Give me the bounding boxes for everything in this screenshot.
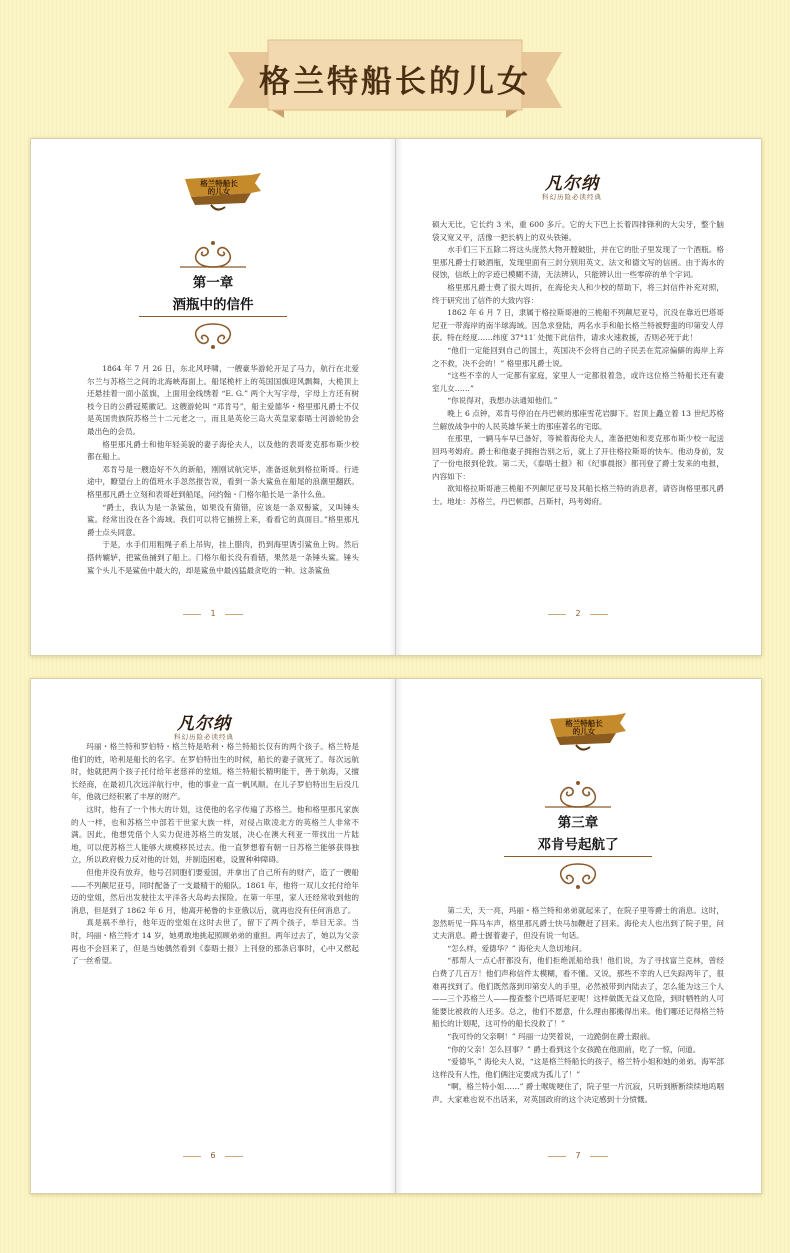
page-number-rule xyxy=(548,1156,566,1157)
paragraph: “他们一定能回到自己的国土，英国决不会将自己的子民丢在荒凉偏僻的海岸上弃之不救，决不会的！” 格里那凡爵士说。 xyxy=(432,345,724,368)
chapter-number: 第三章 xyxy=(557,815,599,831)
paragraph: “我可怜的父亲啊！” 玛丽一边哭着说，一边跪倒在爵士跟前。 xyxy=(447,1031,655,1041)
paragraph: 格里那凡爵士费了很大周折，在海伦夫人和少校的帮助下，将三封信件补充对照，终于研究出了信件的大致内容： xyxy=(432,282,724,305)
page-2-text xyxy=(432,219,724,509)
page-number: 6 xyxy=(210,1151,216,1160)
chapter-rule xyxy=(504,856,652,857)
series-logo-subtitle: 科幻历险必读经典 xyxy=(542,193,602,201)
paragraph: 在那里，一辆马车早已备好，等候着海伦夫人，准备把她和麦克那布斯少校一起送回玛考姆府。爵士和他妻子拥抱告别之后，就上了开往格拉斯哥的快车。他动身前，发了一份电报到伦敦。第二天，《泰晤士报》和《纪事晨报》都刊登了爵士发来的电报，内容如下： xyxy=(432,434,724,481)
page-number-rule xyxy=(183,614,201,615)
page-number-rule xyxy=(225,614,243,615)
top-spread xyxy=(30,138,762,656)
book-logo xyxy=(546,709,632,755)
paragraph: “你的父亲！怎么回事？” 爵士看到这个女孩跪在他面前，吃了一惊，问道。 xyxy=(447,1044,701,1054)
paragraph: 于是，水手们用粗绳子系上吊钩，挂上腊肉，扔到海里诱引鲨鱼上钩。然后搭转辘轳，把鲨鱼捕到了船上。门格尔船长没有看错，果然是一条锤头鲨。锤头鲨个头儿不是鲨鱼中最大的，却是鲨鱼中最凶猛最贪吃的一种。这条鲨鱼 xyxy=(87,540,359,575)
paragraph: 这时，他有了一个伟大的计划，这使他的名字传遍了苏格兰。他和格里那凡家族的人一样，也和苏格兰中部若干世家大族一样，对侵占欺凌北方的英格兰人非常不满。因此，他想凭借个人实力促进苏格兰的发展，决心在澳大利亚一带找出一片陆地，可以使苏格兰人能够大规模移民过去。他一直梦想着有朝一日苏格兰能够获得独立，所以政府极力反对他的计划，并制造困难，设置种种障碍。 xyxy=(71,804,359,865)
series-logo xyxy=(542,169,602,201)
series-logo xyxy=(174,709,234,741)
paragraph: “爵士，我认为是一条鲨鱼，如果没有猜错，应该是一条双髻鲨，又叫锤头鲨。经常出没在各个海域。我们可以将它捕捞上来，看看它的真面目。”格里那凡爵士点头同意。 xyxy=(87,502,359,537)
page-1 xyxy=(31,139,396,655)
paragraph: 第二天，天一亮，玛丽・格兰特和弟弟就起来了，在院子里等爵士的消息。这时，忽然听见一阵马车声，格里那凡爵士快马加鞭赶了回来。海伦夫人也出到了院子里，问丈夫消息。爵士握着妻子，但没有说一句话。 xyxy=(432,906,724,941)
title-ribbon xyxy=(228,34,562,120)
page-6-text xyxy=(71,741,359,968)
paragraph: 玛丽・格兰特和罗伯特・格兰特是哈利・格兰特船长仅有的两个孩子。格兰特是他们的姓，哈利是船长的名字。在罗伯特出生的时候，船长的妻子就死了。每次远航时，他就把两个孩子托付给年老慈祥的堂姐。格兰特船长精明能干，善于航海，又擅长经商，在最初几次远洋航行中，他的事业一直一帆风顺。在儿子罗伯特出生后没几年，他就已经积累了丰厚的财产。 xyxy=(71,742,359,802)
paragraph: 1864 年 7 月 26 日，东北风呼啸，一艘豪华游轮开足了马力，航行在北爱尔兰与苏格兰之间的北海峡海面上。船尾桅杆上的英国国旗迎风飘舞，大桅顶上还悬挂着一面小蓝旗，上面用金线绣着 “E. G.” 两个大写字母，字母上方还有树枝今日的公爵冠冕徽记。这艘游轮叫 “邓肯号”，船主爱德华・格里那凡爵士不仅是英国贵族院苏格兰十二元老之一，而且是英伦三岛大英皇家泰晤士河游轮协会最出色的会员。 xyxy=(87,364,359,436)
page-number-rule xyxy=(590,1156,608,1157)
page-7 xyxy=(396,679,760,1193)
paragraph: “怎么样，爱德华？” 海伦夫人急切地问。 xyxy=(447,943,587,953)
paragraph: “你说得对，我想办法通知他们。” xyxy=(447,396,558,406)
chapter-rule xyxy=(139,316,287,317)
chapter-title: 邓肯号起航了 xyxy=(537,837,619,853)
page-number-rule xyxy=(225,1156,243,1157)
page-2 xyxy=(396,139,760,655)
page-number-rule xyxy=(548,614,566,615)
chapter-3-heading xyxy=(396,777,760,890)
paragraph: 欲知格拉斯哥港三桅船不列颠尼亚号及其船长格兰特的消息者，请咨询格里那凡爵士。地址：苏格兰，丹巴顿郡，吕斯村，玛考姆府。 xyxy=(432,484,724,507)
paragraph: 1862 年 6 月 7 日，隶属于格拉斯哥港的三桅船不列颠尼亚号，沉没在靠近巴塔哥尼亚一带海岸的南半球海域。因急求登陆，两名水手和船长格兰特被野蛮的印第安人俘获。特在经度……纬度 37°11′ 处抛下此信件，请求火速救援，否则必死于此！ xyxy=(432,308,724,343)
page-number: 2 xyxy=(575,609,581,618)
paragraph: 但他并没有放弃，他号召同胞们要爱国，并拿出了自己所有的财产，造了一艘船——不列颠尼亚号，同时配备了一支最精干的船队。1861 年，他将一双儿女托付给年迈的堂姐，然后出发驶往太平洋各大岛屿去探险。在第一年里，家人还经常收到他的消息，但是到了 1862 年 6 月，他离开秘鲁的卡亚俄以后，就再也没有任何消息了。 xyxy=(71,867,359,915)
ornament-bottom-icon xyxy=(543,860,613,890)
series-logo-mark: 凡尔纳 xyxy=(177,714,231,734)
book-logo-text: 格兰特船长的儿女 xyxy=(200,179,238,196)
banner-title: 格兰特船长的儿女 xyxy=(259,64,531,100)
page-1-text xyxy=(87,363,359,577)
paragraph: “啊，格兰特小姐……” 爵士喉咙哽住了，院子里一片沉寂，只听到断断续续地呜咽声。大家难也说不出话来，对英国政府的这个决定感到十分愤慨。 xyxy=(432,1082,724,1104)
bottom-spread xyxy=(30,678,762,1194)
series-logo-mark: 凡尔纳 xyxy=(545,174,599,194)
page-7-text xyxy=(432,905,724,1107)
page-number: 1 xyxy=(210,609,216,618)
paragraph: 硕大无比，它长约 3 米，重 600 多斤。它的大下巴上长着四排锋利的大尖牙，整个脑袋又宽又平，活像一把长柄上的双头铁锤。 xyxy=(432,220,724,242)
paragraph: “这些不幸的人一定都有家庭，家里人一定都很着急，或许这位格兰特船长还有妻室儿女……” xyxy=(432,371,724,393)
paragraph: 水手们三下五除二将这头庞然大物开膛破肚，并在它的肚子里发现了一个酒瓶。格里那凡爵士打破酒瓶，发现里面有三封分别用英文、法文和德文写的信函。由于海水的侵蚀，信纸上的字迹已模糊不清，无法辨认，只能辨认出一些零碎的单个字词。 xyxy=(432,245,724,280)
page-number-rule xyxy=(590,614,608,615)
book-logo-text: 格兰特船长的儿女 xyxy=(565,719,603,736)
paragraph: 晚上 6 点钟，邓肯号停泊在丹巴顿的那座雪花岩脚下。岩顶上矗立着 13 世纪苏格兰解放战争中的人民英雄华莱士的那座著名的宅邸。 xyxy=(432,408,724,431)
ornament-top-icon xyxy=(178,237,248,271)
paragraph: 真是祸不单行，他年迈的堂姐在这时去世了，留下了两个孩子，举目无亲。当时，玛丽・格兰特才 14 岁，她勇敢地挑起照顾弟弟的重担。两年过去了，她以为父亲再也不会回来了，但是当她偶然看到《泰晤士报》上刊登的那条启事时，心中又燃起了一丝希望。 xyxy=(71,918,359,966)
page-number-rule xyxy=(183,1156,201,1157)
ornament-top-icon xyxy=(543,777,613,811)
series-logo-subtitle: 科幻历险必读经典 xyxy=(174,733,234,741)
chapter-1-heading xyxy=(31,237,395,350)
ornament-bottom-icon xyxy=(178,320,248,350)
paragraph: 格里那凡爵士和他年轻美貌的妻子海伦夫人，以及他的表哥麦克那布斯少校都在船上。 xyxy=(87,439,359,462)
paragraph: “那帮人一点心肝都没有，他们拒绝派船给我！他们说，为了寻找富兰克林，曾经白费了几百万！他们声称信件太模糊，看不懂。又说，那些不幸的人已失踪两年了，很难再找到了。他们既然落到印第安人的手里，必然被带到内陆去了，怎么能为这三个人——三个苏格兰人——搜查整个巴塔哥尼亚呢！这样做既无益又危险，到时牺牲的人可能要比被救的人还多。总之，他们不愿意，什么理由都搬得出来。他们哪还记得格兰特船长的计划呢，这可怜的船长没救了！” xyxy=(432,956,724,1029)
page-number: 7 xyxy=(575,1151,581,1160)
paragraph: “爱德华，” 海伦夫人说，“这是格兰特船长的孩子，格兰特小姐和她的弟弟。海军部这样没有人性，他们俩注定要成为孤儿了！” xyxy=(432,1057,724,1079)
paragraph: 邓肯号是一艘造好不久的新船，刚刚试航完毕，准备返航到格拉斯哥。行进途中，瞭望台上的值班水手忽然报告说，看到一条大鲨鱼在船尾的浪潮里翻跃。格里那凡爵士立刻和表哥赶到船尾，问约翰・门格尔船长是一条什么鱼。 xyxy=(87,464,359,499)
chapter-title: 酒瓶中的信件 xyxy=(172,297,254,313)
book-logo xyxy=(181,169,267,215)
chapter-number: 第一章 xyxy=(192,275,234,291)
page-6 xyxy=(31,679,396,1193)
